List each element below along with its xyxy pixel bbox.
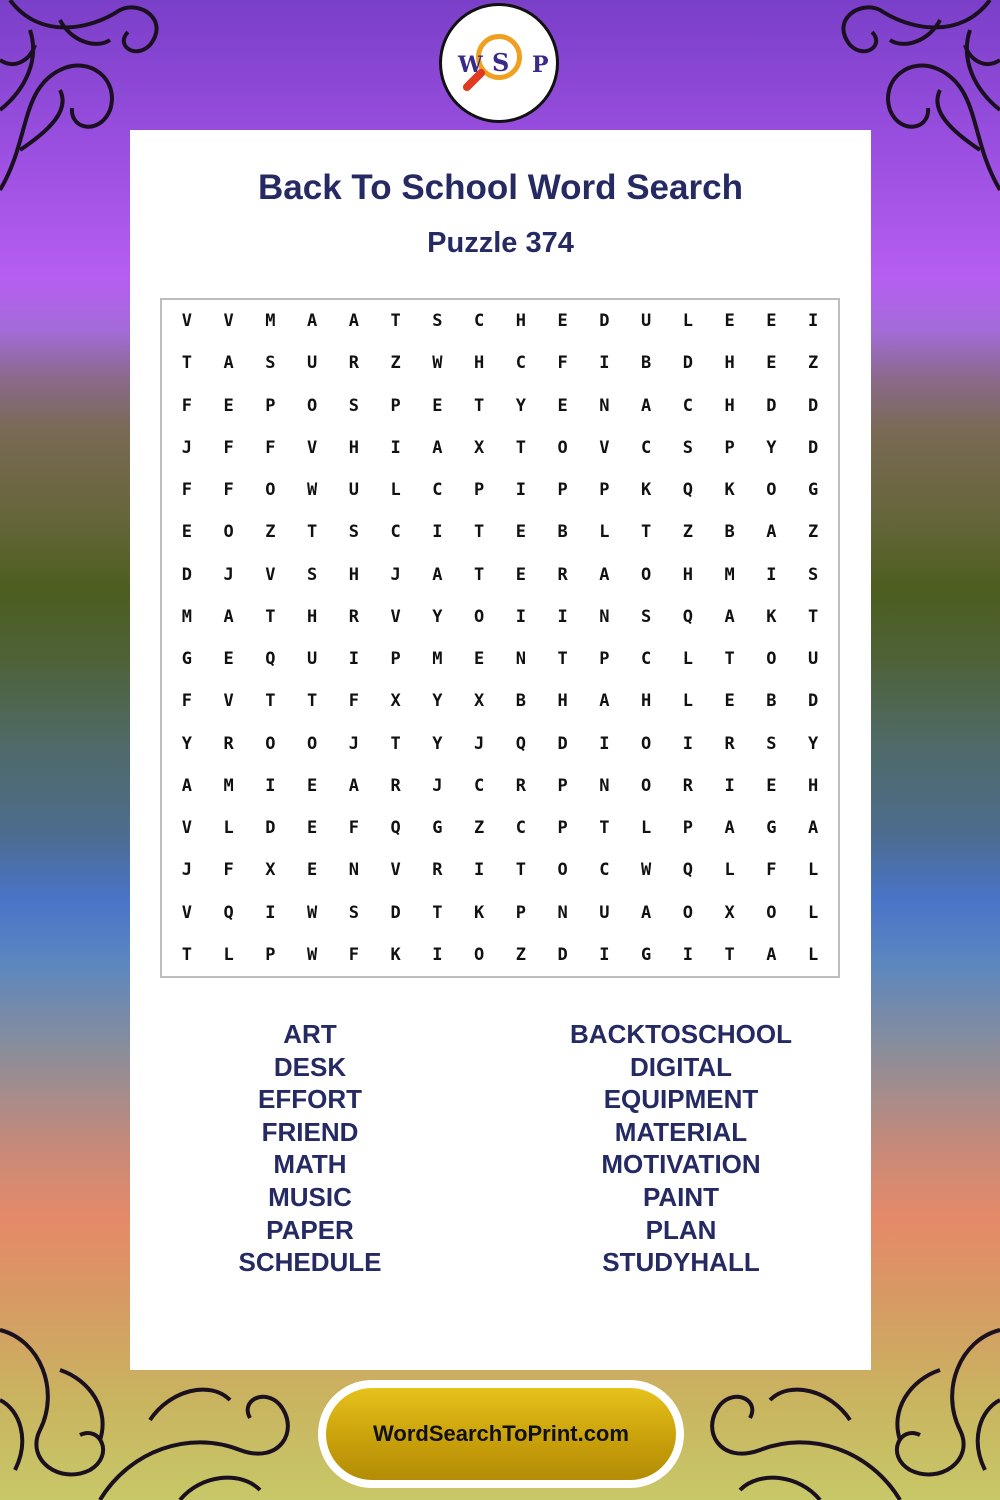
- grid-cell: I: [474, 860, 485, 881]
- grid-cell: R: [390, 775, 401, 796]
- grid-cell: Q: [682, 480, 693, 501]
- puzzle-card: [130, 130, 871, 1370]
- grid-cell: A: [432, 564, 443, 585]
- word-list-item: STUDYHALL: [602, 1247, 760, 1278]
- grid-cell: H: [557, 691, 568, 712]
- grid-cell: E: [474, 649, 485, 670]
- grid-cell: C: [474, 311, 485, 332]
- grid-cell: T: [599, 818, 610, 839]
- grid-cell: E: [557, 395, 568, 416]
- grid-cell: F: [348, 691, 359, 712]
- grid-cell: K: [390, 944, 401, 965]
- grid-cell: Z: [808, 353, 819, 374]
- grid-cell: T: [808, 606, 819, 627]
- grid-cell: S: [432, 311, 443, 332]
- grid-cell: P: [515, 902, 526, 923]
- grid-cell: R: [348, 606, 359, 627]
- grid-cell: H: [808, 775, 819, 796]
- grid-cell: E: [515, 522, 526, 543]
- grid-cell: W: [641, 860, 652, 881]
- grid-cell: D: [181, 564, 192, 585]
- grid-cell: L: [223, 944, 234, 965]
- word-list-item: BACKTOSCHOOL: [570, 1019, 792, 1049]
- grid-cell: H: [641, 691, 652, 712]
- grid-cell: A: [432, 437, 443, 458]
- grid-cell: H: [515, 311, 526, 332]
- grid-cell: X: [265, 860, 276, 881]
- grid-cell: M: [724, 564, 735, 585]
- grid-cell: Q: [682, 606, 693, 627]
- grid-cell: P: [557, 818, 568, 839]
- grid-cell: P: [557, 480, 568, 501]
- grid-cell: Q: [390, 818, 401, 839]
- grid-cell: O: [307, 733, 318, 754]
- grid-cell: S: [641, 606, 652, 627]
- grid-cell: T: [515, 437, 526, 458]
- grid-cell: L: [682, 311, 693, 332]
- grid-cell: A: [181, 775, 192, 796]
- grid-cell: F: [265, 437, 276, 458]
- grid-cell: H: [348, 437, 359, 458]
- grid-cell: R: [348, 353, 359, 374]
- grid-cell: E: [557, 311, 568, 332]
- grid-cell: D: [808, 437, 819, 458]
- grid-cell: D: [682, 353, 693, 374]
- grid-cell: X: [390, 691, 401, 712]
- grid-cell: P: [474, 480, 485, 501]
- word-list-item: ART: [283, 1019, 337, 1049]
- grid-cell: U: [307, 649, 318, 670]
- grid-cell: D: [557, 733, 568, 754]
- word-list-item: EQUIPMENT: [603, 1084, 759, 1115]
- puzzle-number: Puzzle 374: [427, 227, 574, 259]
- grid-cell: P: [265, 944, 276, 965]
- wsp-logo: [439, 3, 559, 123]
- grid-cell: R: [557, 564, 568, 585]
- word-list-item: PAINT: [642, 1181, 720, 1212]
- grid-cell: W: [307, 902, 318, 923]
- grid-cell: P: [682, 818, 693, 839]
- grid-cell: L: [808, 860, 819, 881]
- grid-cell: L: [808, 902, 819, 923]
- grid-cell: A: [307, 311, 318, 332]
- grid-cell: T: [181, 944, 192, 965]
- grid-cell: V: [181, 818, 192, 839]
- grid-cell: Q: [682, 860, 693, 881]
- grid-cell: Q: [265, 649, 276, 670]
- grid-cell: Y: [432, 691, 443, 712]
- grid-cell: G: [641, 944, 652, 965]
- grid-cell: U: [599, 902, 610, 923]
- grid-cell: T: [390, 311, 401, 332]
- grid-cell: S: [682, 437, 693, 458]
- grid-cell: Z: [474, 818, 485, 839]
- grid-cell: V: [223, 311, 234, 332]
- grid-cell: P: [390, 395, 401, 416]
- grid-cell: S: [265, 353, 276, 374]
- grid-cell: Z: [390, 353, 401, 374]
- grid-cell: N: [515, 649, 526, 670]
- grid-cell: V: [181, 902, 192, 923]
- grid-cell: I: [265, 775, 276, 796]
- word-list-item: DIGITAL: [629, 1051, 733, 1082]
- grid-cell: V: [390, 606, 401, 627]
- grid-cell: J: [181, 860, 192, 881]
- grid-cell: J: [348, 733, 359, 754]
- grid-cell: H: [724, 353, 735, 374]
- grid-cell: A: [724, 818, 735, 839]
- grid-cell: K: [724, 480, 735, 501]
- grid-cell: Y: [515, 395, 526, 416]
- footer-badge: [318, 1380, 684, 1488]
- grid-cell: Q: [515, 733, 526, 754]
- grid-cell: O: [557, 860, 568, 881]
- grid-cell: F: [181, 691, 192, 712]
- grid-cell: W: [307, 944, 318, 965]
- grid-cell: B: [766, 691, 777, 712]
- word-list-item: DESK: [273, 1051, 347, 1082]
- grid-cell: I: [599, 944, 610, 965]
- grid-cell: R: [432, 860, 443, 881]
- grid-cell: O: [766, 902, 777, 923]
- grid-cell: D: [557, 944, 568, 965]
- grid-cell: S: [307, 564, 318, 585]
- word-list-item: EFFORT: [258, 1084, 362, 1115]
- grid-cell: O: [557, 437, 568, 458]
- grid-cell: I: [599, 353, 610, 374]
- grid-cell: G: [808, 480, 819, 501]
- grid-cell: N: [557, 902, 568, 923]
- grid-cell: A: [808, 818, 819, 839]
- grid-cell: V: [307, 437, 318, 458]
- grid-cell: I: [390, 437, 401, 458]
- grid-cell: Z: [808, 522, 819, 543]
- grid-cell: L: [808, 944, 819, 965]
- grid-cell: Z: [515, 944, 526, 965]
- grid-cell: A: [223, 606, 234, 627]
- grid-cell: O: [307, 395, 318, 416]
- grid-cell: C: [641, 437, 652, 458]
- grid-cell: H: [724, 395, 735, 416]
- grid-cell: I: [682, 733, 693, 754]
- word-list-item: MATH: [273, 1149, 347, 1180]
- grid-cell: O: [682, 902, 693, 923]
- grid-cell: H: [307, 606, 318, 627]
- grid-cell: A: [766, 944, 777, 965]
- grid-cell: N: [599, 395, 610, 416]
- grid-cell: U: [808, 649, 819, 670]
- grid-cell: L: [724, 860, 735, 881]
- grid-cell: D: [766, 395, 777, 416]
- grid-cell: H: [348, 564, 359, 585]
- grid-cell: C: [390, 522, 401, 543]
- word-list-item: MUSIC: [268, 1181, 352, 1212]
- grid-cell: C: [682, 395, 693, 416]
- word-list-item: PAPER: [266, 1214, 354, 1245]
- grid-cell: X: [474, 691, 485, 712]
- grid-cell: S: [766, 733, 777, 754]
- grid-cell: T: [265, 606, 276, 627]
- grid-cell: L: [223, 818, 234, 839]
- grid-cell: T: [181, 353, 192, 374]
- grid-cell: D: [808, 395, 819, 416]
- site-link[interactable]: WordSearchToPrint.com: [373, 1421, 629, 1446]
- footer-button[interactable]: [326, 1388, 676, 1480]
- grid-cell: Z: [682, 522, 693, 543]
- grid-cell: G: [766, 818, 777, 839]
- grid-cell: L: [390, 480, 401, 501]
- grid-cell: G: [432, 818, 443, 839]
- grid-cell: E: [766, 775, 777, 796]
- grid-cell: O: [474, 944, 485, 965]
- grid-cell: T: [641, 522, 652, 543]
- grid-cell: P: [557, 775, 568, 796]
- grid-cell: E: [432, 395, 443, 416]
- grid-cell: V: [390, 860, 401, 881]
- grid-cell: Y: [808, 733, 819, 754]
- grid-cell: E: [307, 860, 318, 881]
- grid-cell: F: [223, 437, 234, 458]
- grid-cell: E: [766, 353, 777, 374]
- grid-cell: T: [432, 902, 443, 923]
- grid-cell: S: [348, 395, 359, 416]
- grid-cell: V: [599, 437, 610, 458]
- grid-cell: U: [641, 311, 652, 332]
- grid-cell: I: [432, 522, 443, 543]
- word-list-item: SCHEDULE: [238, 1247, 382, 1278]
- grid-cell: L: [641, 818, 652, 839]
- grid-cell: T: [515, 860, 526, 881]
- grid-cell: E: [181, 522, 192, 543]
- grid-cell: A: [641, 395, 652, 416]
- grid-cell: I: [515, 606, 526, 627]
- grid-cell: B: [641, 353, 652, 374]
- grid-cell: Z: [265, 522, 276, 543]
- grid-cell: A: [348, 775, 359, 796]
- page-title: Back To School Word Search: [258, 168, 743, 207]
- grid-cell: P: [599, 480, 610, 501]
- grid-cell: F: [181, 480, 192, 501]
- grid-cell: E: [724, 691, 735, 712]
- grid-cell: A: [223, 353, 234, 374]
- grid-cell: W: [307, 480, 318, 501]
- grid-cell: F: [181, 395, 192, 416]
- grid-cell: T: [474, 564, 485, 585]
- grid-cell: H: [474, 353, 485, 374]
- grid-cell: B: [724, 522, 735, 543]
- grid-cell: O: [641, 733, 652, 754]
- grid-cell: J: [390, 564, 401, 585]
- grid-cell: E: [223, 395, 234, 416]
- grid-cell: A: [766, 522, 777, 543]
- grid-cell: M: [223, 775, 234, 796]
- grid-cell: O: [223, 522, 234, 543]
- grid-cell: X: [474, 437, 485, 458]
- grid-cell: P: [599, 649, 610, 670]
- grid-cell: V: [223, 691, 234, 712]
- grid-cell: U: [307, 353, 318, 374]
- grid-cell: B: [515, 691, 526, 712]
- grid-cell: C: [515, 818, 526, 839]
- grid-cell: L: [599, 522, 610, 543]
- grid-cell: O: [265, 733, 276, 754]
- grid-cell: A: [641, 902, 652, 923]
- word-list-item: FRIEND: [261, 1116, 359, 1147]
- letter-grid: [160, 298, 840, 978]
- grid-cell: I: [599, 733, 610, 754]
- grid-cell: G: [181, 649, 192, 670]
- grid-cell: O: [641, 775, 652, 796]
- grid-cell: V: [265, 564, 276, 585]
- grid-cell: P: [265, 395, 276, 416]
- grid-cell: F: [223, 480, 234, 501]
- grid-cell: P: [390, 649, 401, 670]
- grid-cell: V: [181, 311, 192, 332]
- grid-cell: B: [557, 522, 568, 543]
- grid-cell: E: [515, 564, 526, 585]
- grid-cell: I: [808, 311, 819, 332]
- grid-cell: Y: [766, 437, 777, 458]
- grid-cell: A: [599, 564, 610, 585]
- grid-cell: R: [724, 733, 735, 754]
- grid-cell: L: [682, 691, 693, 712]
- grid-cell: N: [599, 775, 610, 796]
- grid-cell: T: [474, 522, 485, 543]
- grid-cell: E: [766, 311, 777, 332]
- grid-cell: O: [474, 606, 485, 627]
- grid-cell: S: [348, 902, 359, 923]
- grid-cell: P: [724, 437, 735, 458]
- grid-cell: H: [682, 564, 693, 585]
- grid-cell: E: [223, 649, 234, 670]
- grid-cell: F: [557, 353, 568, 374]
- grid-cell: R: [223, 733, 234, 754]
- grid-cell: T: [557, 649, 568, 670]
- grid-cell: J: [432, 775, 443, 796]
- grid-cell: T: [265, 691, 276, 712]
- grid-cell: I: [348, 649, 359, 670]
- grid-cell: U: [348, 480, 359, 501]
- grid-cell: O: [641, 564, 652, 585]
- grid-cell: I: [515, 480, 526, 501]
- grid-cell: C: [641, 649, 652, 670]
- grid-cell: L: [682, 649, 693, 670]
- grid-cell: T: [307, 691, 318, 712]
- grid-cell: I: [432, 944, 443, 965]
- grid-cell: T: [474, 395, 485, 416]
- grid-cell: X: [724, 902, 735, 923]
- grid-cell: R: [682, 775, 693, 796]
- word-list-item: MATERIAL: [614, 1116, 748, 1147]
- grid-cell: Y: [432, 733, 443, 754]
- grid-cell: F: [223, 860, 234, 881]
- grid-cell: N: [348, 860, 359, 881]
- grid-cell: K: [766, 606, 777, 627]
- word-list-right: [501, 1018, 861, 1279]
- grid-cell: I: [682, 944, 693, 965]
- grid-cell: I: [724, 775, 735, 796]
- grid-cell: Y: [432, 606, 443, 627]
- grid-cell: M: [265, 311, 276, 332]
- word-list-item: PLAN: [645, 1214, 717, 1245]
- grid-cell: A: [599, 691, 610, 712]
- logo-letter-w: W: [458, 52, 483, 78]
- grid-cell: D: [265, 818, 276, 839]
- grid-cell: A: [348, 311, 359, 332]
- grid-cell: T: [724, 649, 735, 670]
- logo-letter-s: S: [492, 48, 510, 77]
- grid-cell: C: [474, 775, 485, 796]
- grid-cell: D: [808, 691, 819, 712]
- grid-cell: Y: [181, 733, 192, 754]
- grid-cell: J: [474, 733, 485, 754]
- grid-cell: O: [766, 649, 777, 670]
- grid-cell: E: [307, 775, 318, 796]
- grid-cell: M: [432, 649, 443, 670]
- grid-cell: E: [724, 311, 735, 332]
- grid-cell: S: [348, 522, 359, 543]
- grid-cell: I: [766, 564, 777, 585]
- grid-cell: T: [307, 522, 318, 543]
- grid-cell: T: [724, 944, 735, 965]
- grid-cell: S: [808, 564, 819, 585]
- grid-cell: T: [390, 733, 401, 754]
- grid-cell: E: [307, 818, 318, 839]
- grid-cell: K: [641, 480, 652, 501]
- logo-letter-p: P: [532, 52, 549, 78]
- grid-cell: J: [181, 437, 192, 458]
- grid-cell: F: [766, 860, 777, 881]
- grid-cell: M: [181, 606, 192, 627]
- grid-cell: C: [432, 480, 443, 501]
- grid-cell: O: [766, 480, 777, 501]
- word-list-left: [130, 1018, 490, 1279]
- grid-cell: N: [599, 606, 610, 627]
- grid-cell: C: [515, 353, 526, 374]
- grid-cell: D: [390, 902, 401, 923]
- grid-cell: F: [348, 818, 359, 839]
- grid-cell: I: [557, 606, 568, 627]
- grid-cell: D: [599, 311, 610, 332]
- grid-cell: I: [265, 902, 276, 923]
- grid-cell: C: [599, 860, 610, 881]
- grid-cell: A: [724, 606, 735, 627]
- grid-cell: R: [515, 775, 526, 796]
- grid-cell: K: [474, 902, 485, 923]
- grid-cell: W: [432, 353, 443, 374]
- grid-cell: O: [265, 480, 276, 501]
- grid-cell: F: [348, 944, 359, 965]
- word-list-item: MOTIVATION: [601, 1149, 761, 1180]
- grid-cell: J: [223, 564, 234, 585]
- grid-cell: Q: [223, 902, 234, 923]
